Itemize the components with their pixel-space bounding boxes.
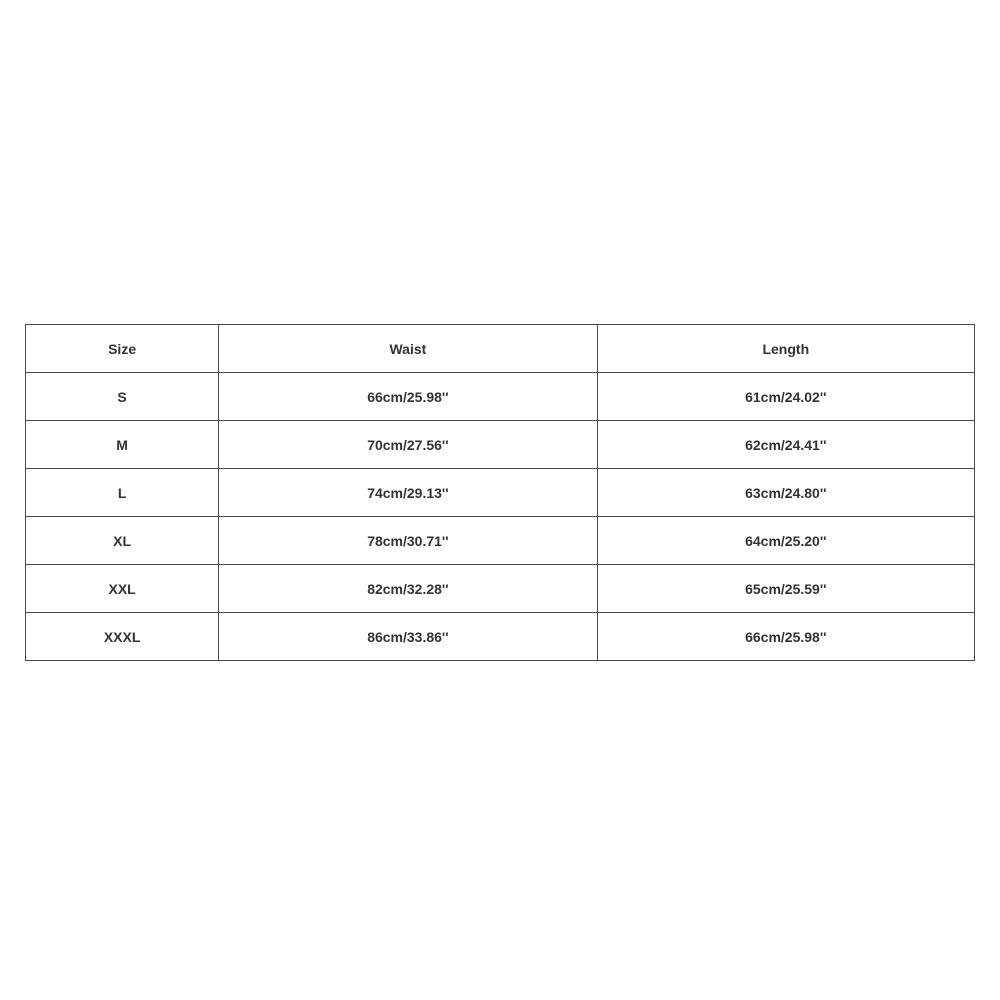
size-cell: S xyxy=(26,373,219,421)
waist-cell: 86cm/33.86'' xyxy=(219,613,597,661)
table-row xyxy=(26,373,975,421)
table-row xyxy=(26,565,975,613)
length-cell: 63cm/24.80'' xyxy=(597,469,974,517)
length-cell: 65cm/25.59'' xyxy=(597,565,974,613)
length-cell: 64cm/25.20'' xyxy=(597,517,974,565)
header-size: Size xyxy=(26,325,219,373)
table-row xyxy=(26,517,975,565)
waist-cell: 70cm/27.56'' xyxy=(219,421,597,469)
size-cell: L xyxy=(26,469,219,517)
length-cell: 66cm/25.98'' xyxy=(597,613,974,661)
size-cell: XL xyxy=(26,517,219,565)
header-waist: Waist xyxy=(219,325,597,373)
table-row xyxy=(26,613,975,661)
table-row xyxy=(26,469,975,517)
header-length: Length xyxy=(597,325,974,373)
size-cell: XXXL xyxy=(26,613,219,661)
table-header-row xyxy=(26,325,975,373)
waist-cell: 66cm/25.98'' xyxy=(219,373,597,421)
waist-cell: 74cm/29.13'' xyxy=(219,469,597,517)
size-chart-table xyxy=(25,324,975,661)
length-cell: 62cm/24.41'' xyxy=(597,421,974,469)
waist-cell: 78cm/30.71'' xyxy=(219,517,597,565)
size-cell: XXL xyxy=(26,565,219,613)
table-row xyxy=(26,421,975,469)
length-cell: 61cm/24.02'' xyxy=(597,373,974,421)
size-cell: M xyxy=(26,421,219,469)
waist-cell: 82cm/32.28'' xyxy=(219,565,597,613)
